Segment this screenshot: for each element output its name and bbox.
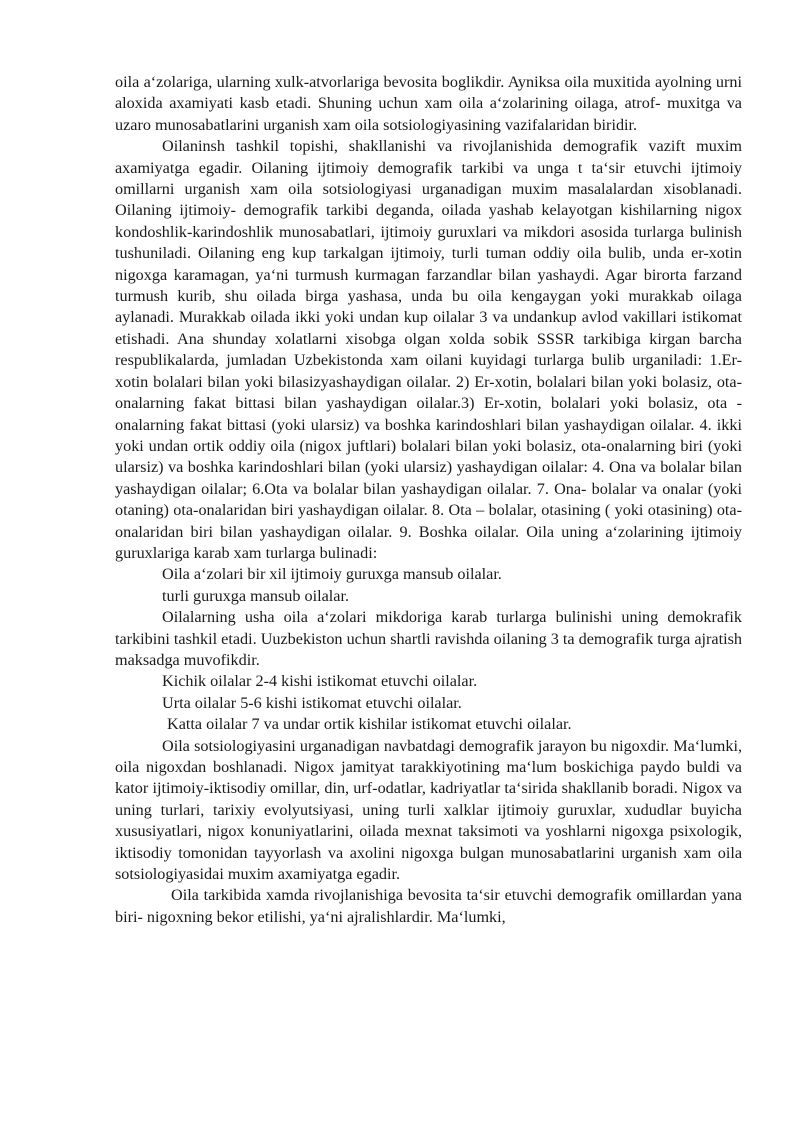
list-item-large-families: Katta oilalar 7 va undar ortik kishilar istikomat etuvchi oilalar.: [167, 715, 572, 734]
list-item-same-social-group: Oila a‘zolari bir xil ijtimoiy guruxga mansub oilalar.: [162, 565, 502, 584]
document-page: [115, 72, 742, 928]
list-item-small-families: Kichik oilalar 2-4 kishi istikomat etuvchi oilalar.: [162, 672, 478, 691]
paragraph-family-members: oila a‘zolariga, ularning xulk-atvorlariga bevosita boglikdir. Ayniksa oila muxitida ayolning urni aloxida axamiyati kasb etadi. Shuning uchun xam oila a‘zolarining oilaga, atrof- muxitga va uzaro munosabatlarini urganish xam oila sotsiologiyasining vazifalaridan biridir.: [115, 73, 742, 134]
paragraph-divorce: Oila tarkibida xamda rivojlanishiga bevosita ta‘sir etuvchi demografik omillardan yana biri- nigoxning bekor etilishi, ya‘ni ajralishlardir. Ma‘lumki,: [115, 886, 742, 926]
paragraph-family-size-types: Oilalarning usha oila a‘zolari mikdoriga karab turlarga bulinishi uning demokrafik tarkibini tashkil etadi. Uuzbekiston uchun shartli ravishda oilaning 3 ta demografik turga ajratish maksadga muvofikdir.: [115, 608, 742, 669]
paragraph-demographic-structure: Oilaninsh tashkil topishi, shakllanishi va rivojlanishida demografik vazift muxim axamiyatga egadir. Oilaning ijtimoiy demografik tarkibi va unga t ta‘sir etuvchi ijtimoiy omillarni urganish xam oila sotsiologiyasi urganadigan muxim masalalardan xisoblanadi. Oilaning ijtimoiy- demografik tarkibi deganda, oilada yashab kelayotgan kishilarning nigox kondoshlik-karindoshlik munosabatlari, ijtimoiy guruxlari va mikdori asosida turlarga bulinish tushuniladi. Oilaning eng kup tarkalgan ijtimoiy, turli tuman oddiy oila bulib, unda er-xotin nigoxga karamagan, ya‘ni turmush kurmagan farzandlar bilan yashaydi. Agar birorta farzand turmush kurib, shu oilada birga yashasa, unda bu oila kengaygan yoki murakkab oilaga aylanadi. Murakkab oilada ikki yoki undan kup oilalar 3 va undankup avlod vakillari istikomat etishadi. Ana shunday xolatlarni xisobga olgan xolda sobik SSSR tarkibiga kirgan barcha respublikalarda, jumladan Uzbekistonda xam oilani kuyidagi turlarga bulib urganiladi: 1.Er-xotin bolalari bilan yoki bilasizyashaydigan oilalar. 2) Er-xotin, bolalari bilan yoki bolasiz, ota-onalarning fakat bittasi bilan yashaydigan oilalar.3) Er-xotin, bolalari yoki bolasiz, ota - onalarning fakat bittasi (yoki ularsiz) va boshka karindoshlari bilan yashaydigan oilalar. 4. ikki yoki undan ortik oddiy oila (nigox juftlari) bolalari bilan yoki bolasiz, ota-onalarning biri (yoki ularsiz) va boshka karindoshlari bilan (yoki ularsiz) yashaydigan oilalar: 4. Ona va bolalar bilan yashaydigan oilalar; 6.Ota va bolalar bilan yashaydigan oilalar. 7. Ona- bolalar va onalar (yoki otaning) ota-onalaridan biri yashaydigan oilalar. 8. Ota – bolalar, otasining ( yoki otasining) ota-onalaridan biri bilan yashaydigan oilalar. 9. Boshka oilalar. Oila uning a‘zolarining ijtimoiy guruxlariga karab xam turlarga bulinadi:: [115, 137, 742, 562]
list-item-medium-families: Urta oilalar 5-6 kishi istikomat etuvchi oilalar.: [162, 693, 462, 712]
list-item-different-groups: turli guruxga mansub oilalar.: [162, 586, 350, 605]
paragraph-marriage: Oila sotsiologiyasini urganadigan navbatdagi demografik jarayon bu nigoxdir. Ma‘lumki, oila nigoxdan boshlanadi. Nigox jamityat tarakkiyotining ma‘lum boskichiga paydo buldi va kator ijtimoiy-iktisodiy omillar, din, urf-odatlar, kadriyatlar ta‘sirida shakllanib boradi. Nigox va uning turlari, tarixiy evolyutsiyasi, uning turli xalklar ijtimoiy guruxlar, xududlar buyicha xususiyatlari, nigox konuniyatlarini, oilada mexnat taksimoti va yoshlarni nigoxga psixologik, iktisodiy tomonidan tayyorlash va axolini nigoxga bulgan munosabatlarini urganish xam oila sotsiologiyasidai muxim axamiyatga egadir.: [115, 736, 742, 884]
